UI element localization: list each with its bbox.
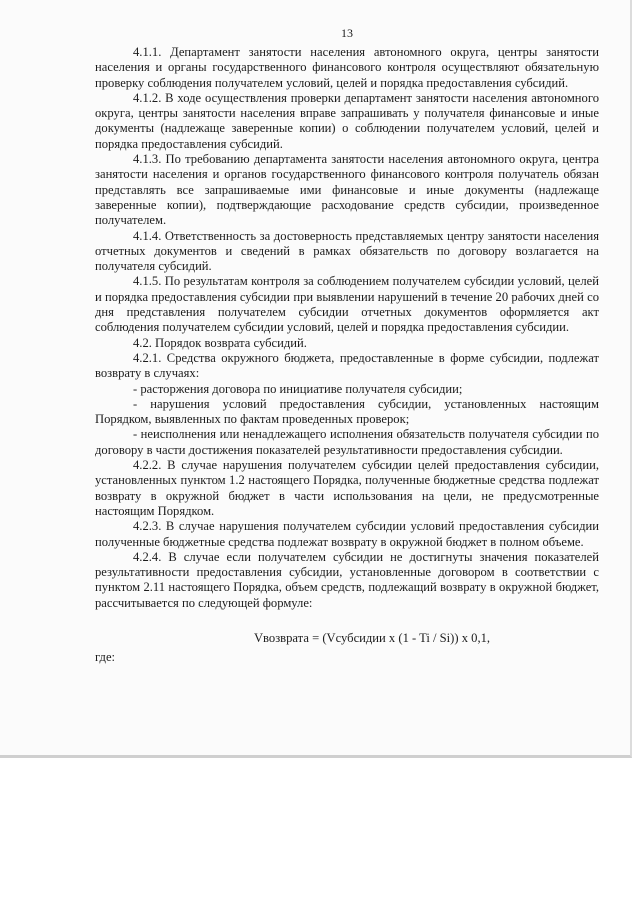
paragraph-4-2-3: 4.2.3. В случае нарушения получателем субсидии условий предоставления субсидии полученные бюджетные средства подлежат возврату в окружной бюджет в полном объеме. (95, 519, 599, 549)
paragraph-4-1-5: 4.1.5. По результатам контроля за соблюдением получателем субсидии условий, целей и порядка предоставления субсидии при выявлении нарушений в течение 20 рабочих дней со дня представления получателем субсидии отчетных документов оформляется акт соблюдения получателем субсидии условий, целей и порядка предоставления субсидии. (95, 274, 599, 335)
paragraph-4-2-4: 4.2.4. В случае если получателем субсидии не достигнуты значения показателей результативности предоставления субсидии, установленные договором в соответствии с пунктом 2.11 настоящего Порядка, объем средств, подлежащий возврату в окружной бюджет, рассчитывается по следующей формуле: (95, 549, 599, 610)
paragraph-4-2-1: 4.2.1. Средства окружного бюджета, предоставленные в форме субсидии, подлежат возврату в случаях: (95, 350, 599, 381)
where-label: где: (95, 650, 116, 665)
list-item-contract-termination: - расторжения договора по инициативе получателя субсидии; (133, 381, 463, 396)
paragraph-4-1-4: 4.1.4. Ответственность за достоверность представляемых центру занятости населения отчетных документов и сведений в рамках обязательств по договору возлагается на получателя субсидий. (95, 228, 599, 274)
page-number: 13 (341, 26, 353, 40)
paragraph-4-2-2: 4.2.2. В случае нарушения получателем субсидии целей предоставления субсидии, установленных пунктом 1.2 настоящего Порядка, полученные бюджетные средства подлежат возврату в окружной бюджет в части использования на цели, не предусмотренные настоящим Порядком. (95, 458, 599, 518)
list-item-conditions-violation: - нарушения условий предоставления субсидии, установленных настоящим Порядком, выявленных по фактам проведенных проверок; (95, 396, 599, 427)
list-item-obligations-nonfulfillment: - неисполнения или ненадлежащего исполнения обязательств получателя субсидии по договору в части достижения показателей результативности предоставления субсидии. (95, 427, 599, 457)
document-body (95, 26, 599, 666)
paragraph-4-1-1: 4.1.1. Департамент занятости населения автономного округа, центры занятости населения и органы государственного финансового контроля осуществляют обязательную проверку соблюдения получателем условий, целей и порядка предоставления субсидий. (95, 45, 599, 90)
refund-formula: Vвозврата = (Vсубсидии x (1 - Ti / Si)) x 0,1, (253, 630, 491, 645)
paragraph-4-1-3: 4.1.3. По требованию департамента занятости населения автономного округа, центра занятости населения и органов государственного финансового контроля получатель обязан представлять все запрашиваемые ими финансовые и иные документы (надлежаще заверенные копии), подтверждающие расходование средств субсидии, произведенное получателем. (95, 152, 599, 228)
paragraph-4-1-2: 4.1.2. В ходе осуществления проверки департамент занятости населения автономного округа, центры занятости населения вправе запрашивать у получателя финансовые и иные документы (надлежаще заверенные копии) о соблюдении получателем условий, целей и порядка предоставления субсидий. (95, 90, 599, 151)
section-heading-4-2: 4.2. Порядок возврата субсидий. (133, 335, 307, 350)
